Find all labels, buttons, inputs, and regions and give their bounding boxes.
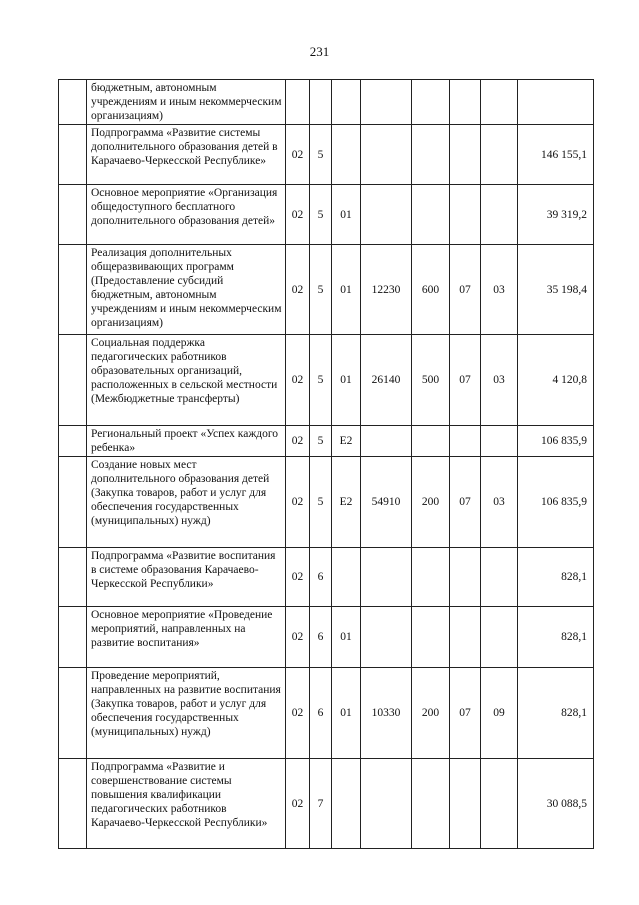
row-code-5 <box>412 548 450 607</box>
row-code-1: 02 <box>286 457 310 548</box>
row-code-7 <box>481 80 518 125</box>
row-code-5 <box>412 426 450 457</box>
row-code-1: 02 <box>286 548 310 607</box>
row-code-7: 03 <box>481 335 518 426</box>
row-blank-cell <box>59 668 87 759</box>
row-name: Основное мероприятие «Проведение мероприятий, направленных на развитие воспитания» <box>87 607 286 668</box>
row-code-1: 02 <box>286 125 310 185</box>
row-blank-cell <box>59 245 87 335</box>
table-row <box>59 80 594 125</box>
row-amount: 39 319,2 <box>518 185 594 245</box>
row-code-7: 03 <box>481 245 518 335</box>
row-code-5: 200 <box>412 668 450 759</box>
row-code-4 <box>361 607 412 668</box>
row-code-4 <box>361 125 412 185</box>
row-blank-cell <box>59 335 87 426</box>
row-name: Создание новых мест дополнительного образования детей (Закупка товаров, работ и услуг для обеспечения государственных (муниципальных) нужд) <box>87 457 286 548</box>
row-code-3: 01 <box>332 335 361 426</box>
row-code-2: 6 <box>310 607 332 668</box>
row-code-2: 5 <box>310 457 332 548</box>
row-code-7: 03 <box>481 457 518 548</box>
row-amount: 828,1 <box>518 548 594 607</box>
row-blank-cell <box>59 607 87 668</box>
table-row <box>59 607 594 668</box>
row-code-7 <box>481 607 518 668</box>
row-code-6: 07 <box>450 668 481 759</box>
row-code-1: 02 <box>286 426 310 457</box>
row-code-1: 02 <box>286 759 310 849</box>
budget-table <box>58 79 594 849</box>
row-code-7 <box>481 185 518 245</box>
row-code-6: 07 <box>450 335 481 426</box>
row-code-7 <box>481 125 518 185</box>
row-code-5 <box>412 80 450 125</box>
row-code-1 <box>286 80 310 125</box>
row-blank-cell <box>59 426 87 457</box>
row-code-2: 6 <box>310 668 332 759</box>
row-code-2: 5 <box>310 125 332 185</box>
row-name: бюджетным, автономным учреждениям и иным некоммерческим организациям) <box>87 80 286 125</box>
row-amount: 146 155,1 <box>518 125 594 185</box>
row-code-7: 09 <box>481 668 518 759</box>
row-name: Основное мероприятие «Организация общедоступного бесплатного дополнительного образования детей» <box>87 185 286 245</box>
row-blank-cell <box>59 125 87 185</box>
row-code-5 <box>412 125 450 185</box>
row-code-2: 5 <box>310 426 332 457</box>
row-code-2: 5 <box>310 245 332 335</box>
row-code-7 <box>481 548 518 607</box>
row-code-4 <box>361 185 412 245</box>
row-code-2 <box>310 80 332 125</box>
row-amount: 828,1 <box>518 668 594 759</box>
row-code-7 <box>481 759 518 849</box>
row-code-2: 6 <box>310 548 332 607</box>
row-code-4 <box>361 759 412 849</box>
row-code-3 <box>332 548 361 607</box>
row-code-3 <box>332 80 361 125</box>
table-row <box>59 185 594 245</box>
row-amount: 828,1 <box>518 607 594 668</box>
row-code-2: 5 <box>310 335 332 426</box>
row-code-5 <box>412 759 450 849</box>
table-row <box>59 426 594 457</box>
table-row <box>59 125 594 185</box>
table-row <box>59 245 594 335</box>
row-amount <box>518 80 594 125</box>
row-code-1: 02 <box>286 185 310 245</box>
row-code-6 <box>450 125 481 185</box>
row-amount: 106 835,9 <box>518 457 594 548</box>
row-code-4: 10330 <box>361 668 412 759</box>
row-code-4: 12230 <box>361 245 412 335</box>
page-number: 231 <box>309 44 330 59</box>
table-row <box>59 457 594 548</box>
row-name: Подпрограмма «Развитие и совершенствование системы повышения квалификации педагогических работников Карачаево-Черкесской Республики» <box>87 759 286 849</box>
row-code-5 <box>412 185 450 245</box>
row-code-4 <box>361 426 412 457</box>
row-code-6 <box>450 80 481 125</box>
table-row <box>59 668 594 759</box>
row-code-1: 02 <box>286 668 310 759</box>
table-row <box>59 759 594 849</box>
row-code-4 <box>361 80 412 125</box>
row-code-3: Е2 <box>332 457 361 548</box>
row-code-3: 01 <box>332 245 361 335</box>
row-blank-cell <box>59 548 87 607</box>
row-amount: 35 198,4 <box>518 245 594 335</box>
row-blank-cell <box>59 457 87 548</box>
row-code-1: 02 <box>286 245 310 335</box>
row-blank-cell <box>59 80 87 125</box>
row-code-7 <box>481 426 518 457</box>
row-code-2: 7 <box>310 759 332 849</box>
row-code-6 <box>450 426 481 457</box>
row-code-1: 02 <box>286 335 310 426</box>
row-code-4: 54910 <box>361 457 412 548</box>
row-code-3 <box>332 759 361 849</box>
row-code-4 <box>361 548 412 607</box>
row-code-5: 200 <box>412 457 450 548</box>
row-amount: 106 835,9 <box>518 426 594 457</box>
row-amount: 4 120,8 <box>518 335 594 426</box>
table-row <box>59 548 594 607</box>
row-code-6 <box>450 548 481 607</box>
row-name: Реализация дополнительных общеразвивающих программ (Предоставление субсидий бюджетным, автономным учреждениям и иным некоммерческим организациям) <box>87 245 286 335</box>
row-code-4: 26140 <box>361 335 412 426</box>
row-code-3: 01 <box>332 607 361 668</box>
row-code-6 <box>450 759 481 849</box>
table-body <box>59 80 594 849</box>
row-code-1: 02 <box>286 607 310 668</box>
row-blank-cell <box>59 185 87 245</box>
row-code-3: 01 <box>332 668 361 759</box>
row-name: Подпрограмма «Развитие воспитания в системе образования Карачаево-Черкесской Республики» <box>87 548 286 607</box>
row-code-6 <box>450 185 481 245</box>
row-amount: 30 088,5 <box>518 759 594 849</box>
row-code-5 <box>412 607 450 668</box>
row-blank-cell <box>59 759 87 849</box>
row-name: Подпрограмма «Развитие системы дополнительного образования детей в Карачаево-Черкесской Республике» <box>87 125 286 185</box>
row-code-6: 07 <box>450 457 481 548</box>
row-code-5: 500 <box>412 335 450 426</box>
row-code-5: 600 <box>412 245 450 335</box>
row-code-2: 5 <box>310 185 332 245</box>
row-code-3: 01 <box>332 185 361 245</box>
row-name: Региональный проект «Успех каждого ребенка» <box>87 426 286 457</box>
table-row <box>59 335 594 426</box>
row-code-3: Е2 <box>332 426 361 457</box>
row-name: Социальная поддержка педагогических работников образовательных организаций, расположенных в сельской местности (Межбюджетные трансферты) <box>87 335 286 426</box>
row-name: Проведение мероприятий, направленных на развитие воспитания (Закупка товаров, работ и услуг для обеспечения государственных (муниципальных) нужд) <box>87 668 286 759</box>
row-code-6 <box>450 607 481 668</box>
row-code-6: 07 <box>450 245 481 335</box>
row-code-3 <box>332 125 361 185</box>
